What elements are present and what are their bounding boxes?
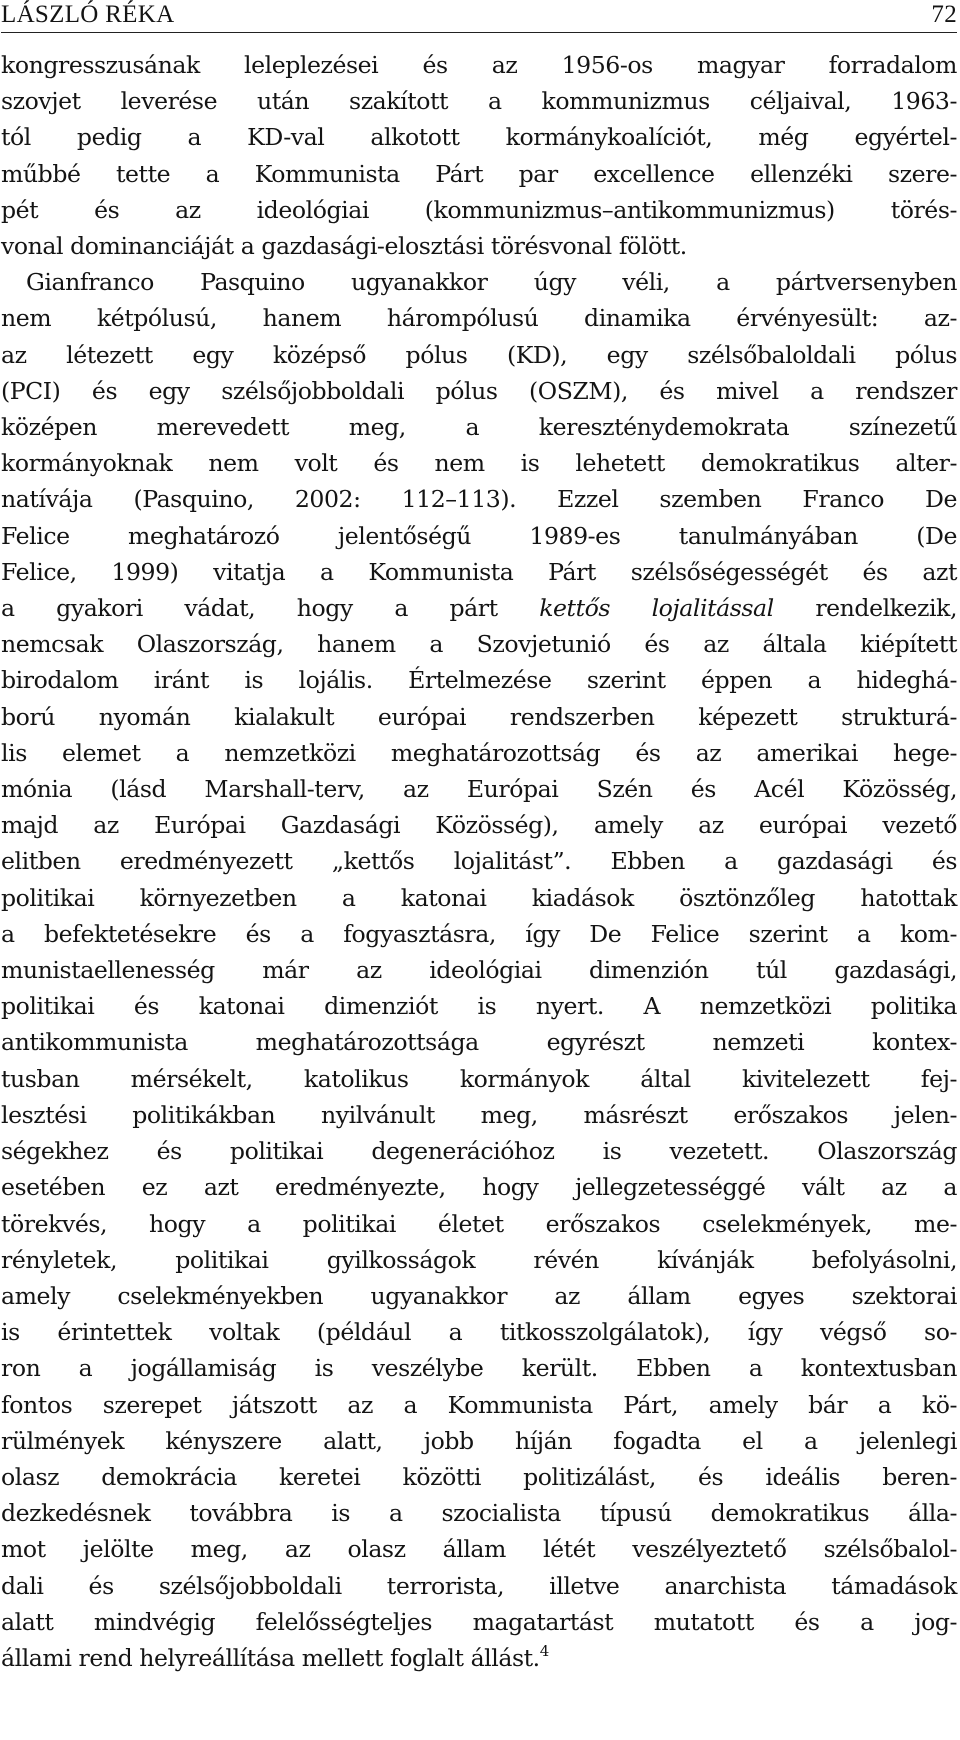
text-line: nem kétpólusú, hanem hárompólusú dinamika érvényesült: az- <box>1 304 957 333</box>
text-line: középen merevedett meg, a kereszténydemokrata színezetű <box>1 413 957 442</box>
text-line: ború nyomán kialakult európai rendszerben képezett strukturá- <box>1 702 957 731</box>
text-line: kormányoknak nem volt és nem is lehetett demokratikus alter- <box>1 449 957 478</box>
text-line: mónia (lásd Marshall-terv, az Európai Szén és Acél Közösség, <box>1 775 957 804</box>
text-line: műbbé tette a Kommunista Párt par excellence ellenzéki szere- <box>1 159 957 188</box>
page-number: 72 <box>931 1 957 28</box>
text-line: majd az Európai Gazdasági Közösség), amely az európai vezető <box>1 811 957 840</box>
text-line: rényletek, politikai gyilkosságok révén kívánják befolyásolni, <box>1 1245 957 1274</box>
text-line: fontos szerepet játszott az a Kommunista Párt, amely bár a kö- <box>1 1390 957 1419</box>
text-line: birodalom iránt is lojális. Értelmezése szerint éppen a hideghá- <box>1 666 957 695</box>
text-line: kongresszusának leleplezései és az 1956-os magyar forradalom <box>1 51 957 79</box>
text-line: natívája (Pasquino, 2002: 112–113). Ezzel szemben Franco De <box>1 485 957 514</box>
text-line: is érintettek voltak (például a titkosszolgálatok), így végső so- <box>1 1318 957 1347</box>
text-line: dezkedésnek továbbra is a szocialista típusú demokratikus álla- <box>1 1499 957 1528</box>
text-line: a befektetésekre és a fogyasztásra, így De Felice szerint a kom- <box>1 919 957 948</box>
author-name: LÁSZLÓ RÉKA <box>1 1 175 28</box>
text-line: dali és szélsőjobboldali terrorista, illetve anarchista támadások <box>1 1571 957 1600</box>
text-line: rülmények kényszere alatt, jobb híján fogadta el a jelenlegi <box>1 1426 957 1455</box>
text-line: nemcsak Olaszország, hanem a Szovjetunió és az általa kiépített <box>1 630 957 659</box>
text-line: szovjet leverése után szakított a kommunizmus céljaival, 1963- <box>1 87 957 116</box>
text-line: politikai és katonai dimenziót is nyert. A nemzetközi politika <box>1 992 957 1021</box>
footnote-marker[interactable]: 4 <box>539 1641 549 1660</box>
text-line: antikommunista meghatározottsága egyrészt nemzeti kontex- <box>1 1028 957 1057</box>
text-line: ron a jogállamiság is veszélybe került. Ebben a kontextusban <box>1 1354 957 1383</box>
text-line: az létezett egy középső pólus (KD), egy szélsőbaloldali pólus <box>1 340 957 369</box>
text-line: törekvés, hogy a politikai életet erőszakos cselekmények, me- <box>1 1209 957 1238</box>
text-line: lis elemet a nemzetközi meghatározottság és az amerikai hege- <box>1 738 957 767</box>
text-line: Felice, 1999) vitatja a Kommunista Párt szélsőségességét és azt <box>1 557 957 586</box>
text-line <box>1 590 957 626</box>
text-line: alatt mindvégig felelősségteljes magatartást mutatott és a jog- <box>1 1607 957 1636</box>
text-line: elitben eredményezett „kettős lojalitást”. Ebben a gazdasági és <box>1 847 957 876</box>
text-line: olasz demokrácia keretei közötti politizálást, és ideális beren- <box>1 1462 957 1491</box>
text-line: vonal dominanciáját a gazdasági-elosztási törésvonal fölött. <box>1 232 687 261</box>
running-header <box>1 0 957 33</box>
text-line: pét és az ideológiai (kommunizmus–antikommunizmus) törés- <box>1 195 957 224</box>
text-line: (PCI) és egy szélsőjobboldali pólus (OSZM), és mivel a rendszer <box>1 376 957 405</box>
text-segment: rendelkezik, <box>773 594 958 623</box>
text-line: politikai környezetben a katonai kiadások ösztönzőleg hatottak <box>1 883 957 912</box>
text-line: ségekhez és politikai degenerációhoz is vezetett. Olaszország <box>1 1137 957 1166</box>
text-line <box>1 1640 957 1676</box>
text-line: amely cselekményekben ugyanakkor az állam egyes szektorai <box>1 1281 957 1310</box>
body-text <box>1 47 957 1676</box>
text-line: munistaellenesség már az ideológiai dimenzión túl gazdasági, <box>1 956 957 985</box>
italic-phrase: kettős lojalitással <box>539 594 774 623</box>
text-line: tól pedig a KD-val alkotott kormánykoalíciót, még egyértel- <box>1 123 957 152</box>
text-line: Gianfranco Pasquino ugyanakkor úgy véli, a pártversenyben <box>26 268 957 297</box>
text-line: Felice meghatározó jelentőségű 1989-es tanulmányában (De <box>1 521 957 550</box>
text-line: mot jelölte meg, az olasz állam létét veszélyeztető szélsőbalol- <box>1 1535 957 1564</box>
text-segment: állami rend helyreállítása mellett foglalt állást. <box>1 1643 540 1672</box>
text-line: esetében ez azt eredményezte, hogy jellegzetességgé vált az a <box>1 1173 957 1202</box>
text-segment: a gyakori vádat, hogy a párt <box>1 594 540 623</box>
text-line: tusban mérsékelt, katolikus kormányok által kivitelezett fej- <box>1 1064 957 1093</box>
text-line: lesztési politikákban nyilvánult meg, másrészt erőszakos jelen- <box>1 1100 957 1129</box>
